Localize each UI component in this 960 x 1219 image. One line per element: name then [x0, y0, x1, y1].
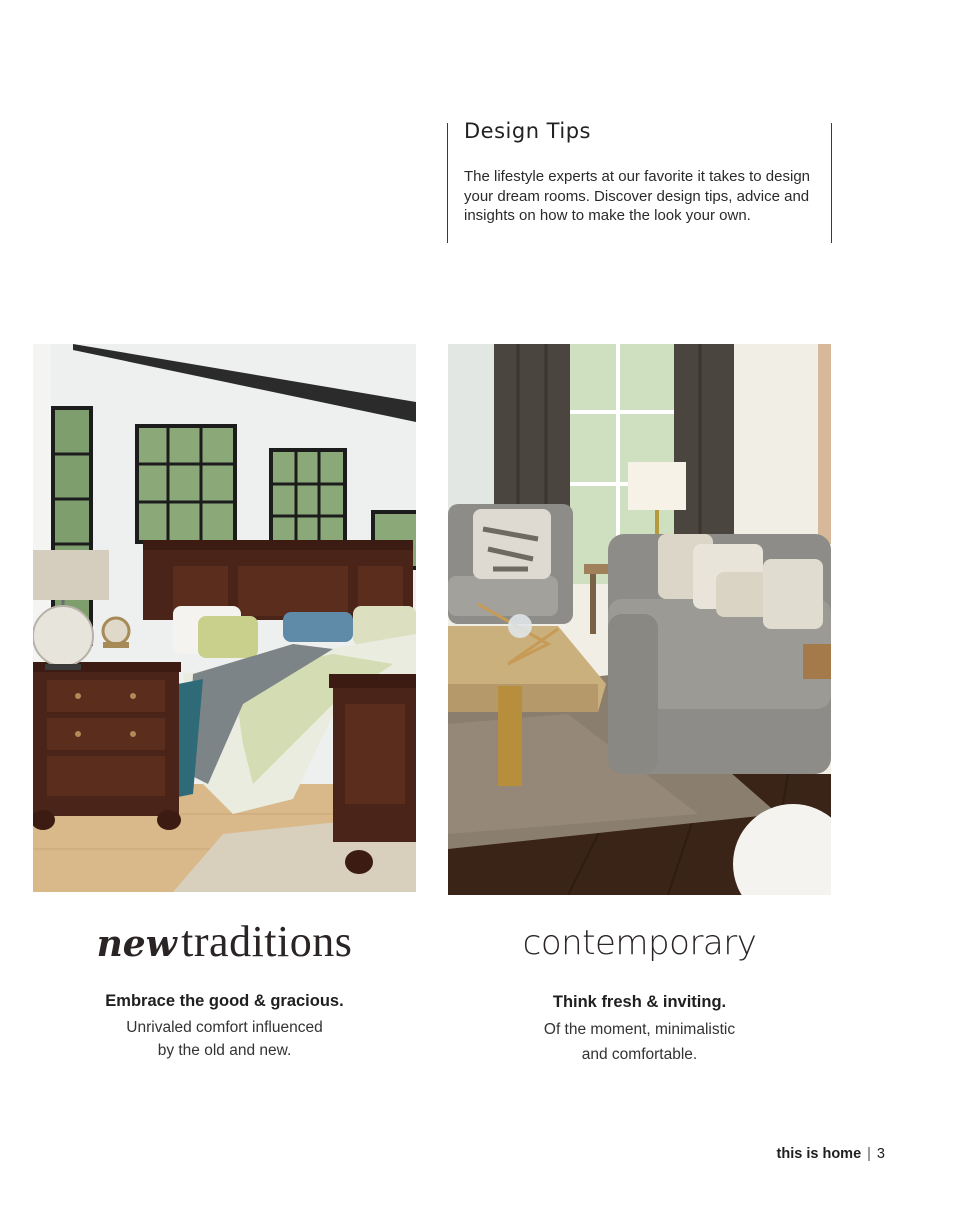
caption-headline: Think fresh & inviting. [552, 993, 727, 1011]
collection-caption-left [33, 992, 416, 1062]
bedroom-photo [33, 344, 416, 892]
bedroom-illustration [33, 344, 416, 892]
page-footer [777, 1146, 885, 1162]
living-room-illustration [448, 344, 831, 895]
caption-line: by the old and new. [157, 1042, 292, 1059]
collection-title-main: traditions [181, 917, 353, 966]
page-number: 3 [876, 1146, 885, 1162]
caption-line: and comfortable. [581, 1046, 698, 1063]
collection-caption-right [448, 993, 831, 1067]
caption-line: Unrivaled comfort influenced [126, 1019, 323, 1036]
collection-title-new-traditions [33, 916, 416, 967]
caption-line: Of the moment, minimalistic [543, 1021, 736, 1038]
design-tips-box [447, 119, 832, 243]
footer-brand: this is home [776, 1146, 862, 1162]
design-tips-title: Design Tips [464, 119, 591, 143]
design-tips-body: The lifestyle experts at our favorite it takes to design your dream rooms. Discover design tips, advice and insights on how to make the look your own. [464, 168, 811, 224]
collection-title-contemporary: contemporary [522, 923, 757, 963]
living-room-photo [448, 344, 831, 895]
collection-title-script: new [96, 923, 177, 965]
caption-headline: Embrace the good & gracious. [105, 992, 344, 1010]
footer-separator: | [867, 1146, 871, 1162]
